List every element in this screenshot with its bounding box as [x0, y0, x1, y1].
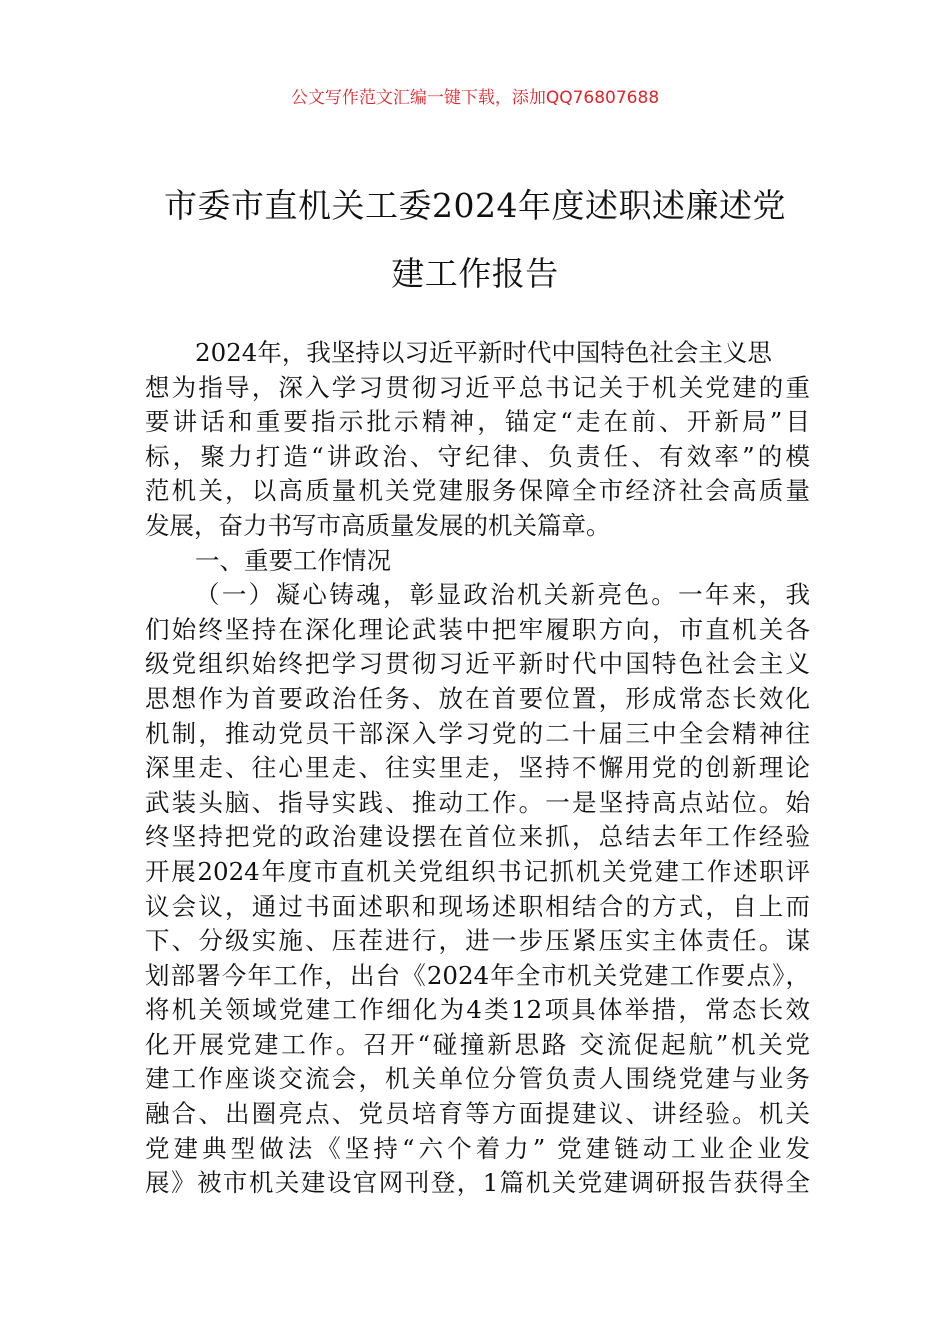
paragraph-line: 标，聚力打造“讲政治、守纪律、负责任、有效率”的模 [145, 441, 810, 471]
paragraph-line: 展》被市机关建设官网刊登，1篇机关党建调研报告获得全 [145, 1168, 810, 1198]
document-body [145, 336, 810, 1201]
paragraph-line: 深里走、往心里走、往实里走，坚持不懈用党的创新理论 [145, 753, 810, 783]
section-heading: 一、重要工作情况 [195, 545, 391, 575]
download-banner-text: 公文写作范文汇编一键下载，添加QQ76807688 [290, 88, 660, 108]
paragraph-line: 党建典型做法《坚持“六个着力” 党建链动工业企业发 [145, 1133, 810, 1163]
paragraph-line: 将机关领域党建工作细化为4类12项具体举措，常态长效 [145, 995, 810, 1025]
paragraph-line: 议会议，通过书面述职和现场述职相结合的方式，自上而 [145, 891, 810, 921]
document-title [130, 172, 820, 308]
paragraph-line: 2024年，我坚持以习近平新时代中国特色社会主义思 [195, 338, 772, 367]
paragraph-line: 范机关，以高质量机关党建服务保障全市经济社会高质量 [145, 476, 810, 506]
paragraph-line: 化开展党建工作。召开“碰撞新思路 交流促起航”机关党 [145, 1029, 810, 1059]
paragraph-line: 发展，奋力书写市高质量发展的机关篇章。 [145, 510, 611, 540]
paragraph-line: 终坚持把党的政治建设摆在首位来抓，总结去年工作经验 [145, 822, 810, 852]
title-line-2: 建工作报告 [391, 254, 559, 293]
paragraph-line: 想为指导，深入学习贯彻习近平总书记关于机关党建的重 [145, 372, 810, 402]
paragraph-line: 下、分级实施、压茬进行，进一步压紧压实主体责任。谋 [145, 926, 810, 956]
paragraph-line: 机制，推动党员干部深入学习党的二十届三中全会精神往 [145, 718, 810, 748]
paragraph-line: 划部署今年工作，出台《2024年全市机关党建工作要点》， [145, 960, 810, 990]
paragraph-line: 武装头脑、指导实践、推动工作。一是坚持高点站位。始 [145, 787, 810, 817]
paragraph-line: 融合、出圈亮点、党员培育等方面提建议、讲经验。机关 [145, 1099, 810, 1129]
paragraph-line: 开展2024年度市直机关党组织书记抓机关党建工作述职评 [145, 856, 810, 886]
paragraph-line: 建工作座谈交流会，机关单位分管负责人围绕党建与业务 [145, 1064, 810, 1094]
paragraph-line: 级党组织始终把学习贯彻习近平新时代中国特色社会主义 [145, 649, 810, 679]
paragraph-line: 思想作为首要政治任务、放在首要位置，形成常态长效化 [145, 683, 810, 713]
paragraph-line: 要讲话和重要指示批示精神，锚定“走在前、开新局”目 [145, 407, 810, 437]
title-line-1: 市委市直机关工委2024年度述职述廉述党 [164, 186, 786, 225]
subsection-heading-line: （一）凝心铸魂，彰显政治机关新亮色。一年来，我 [195, 580, 810, 610]
paragraph-line: 们始终坚持在深化理论武装中把牢履职方向，市直机关各 [145, 614, 810, 644]
